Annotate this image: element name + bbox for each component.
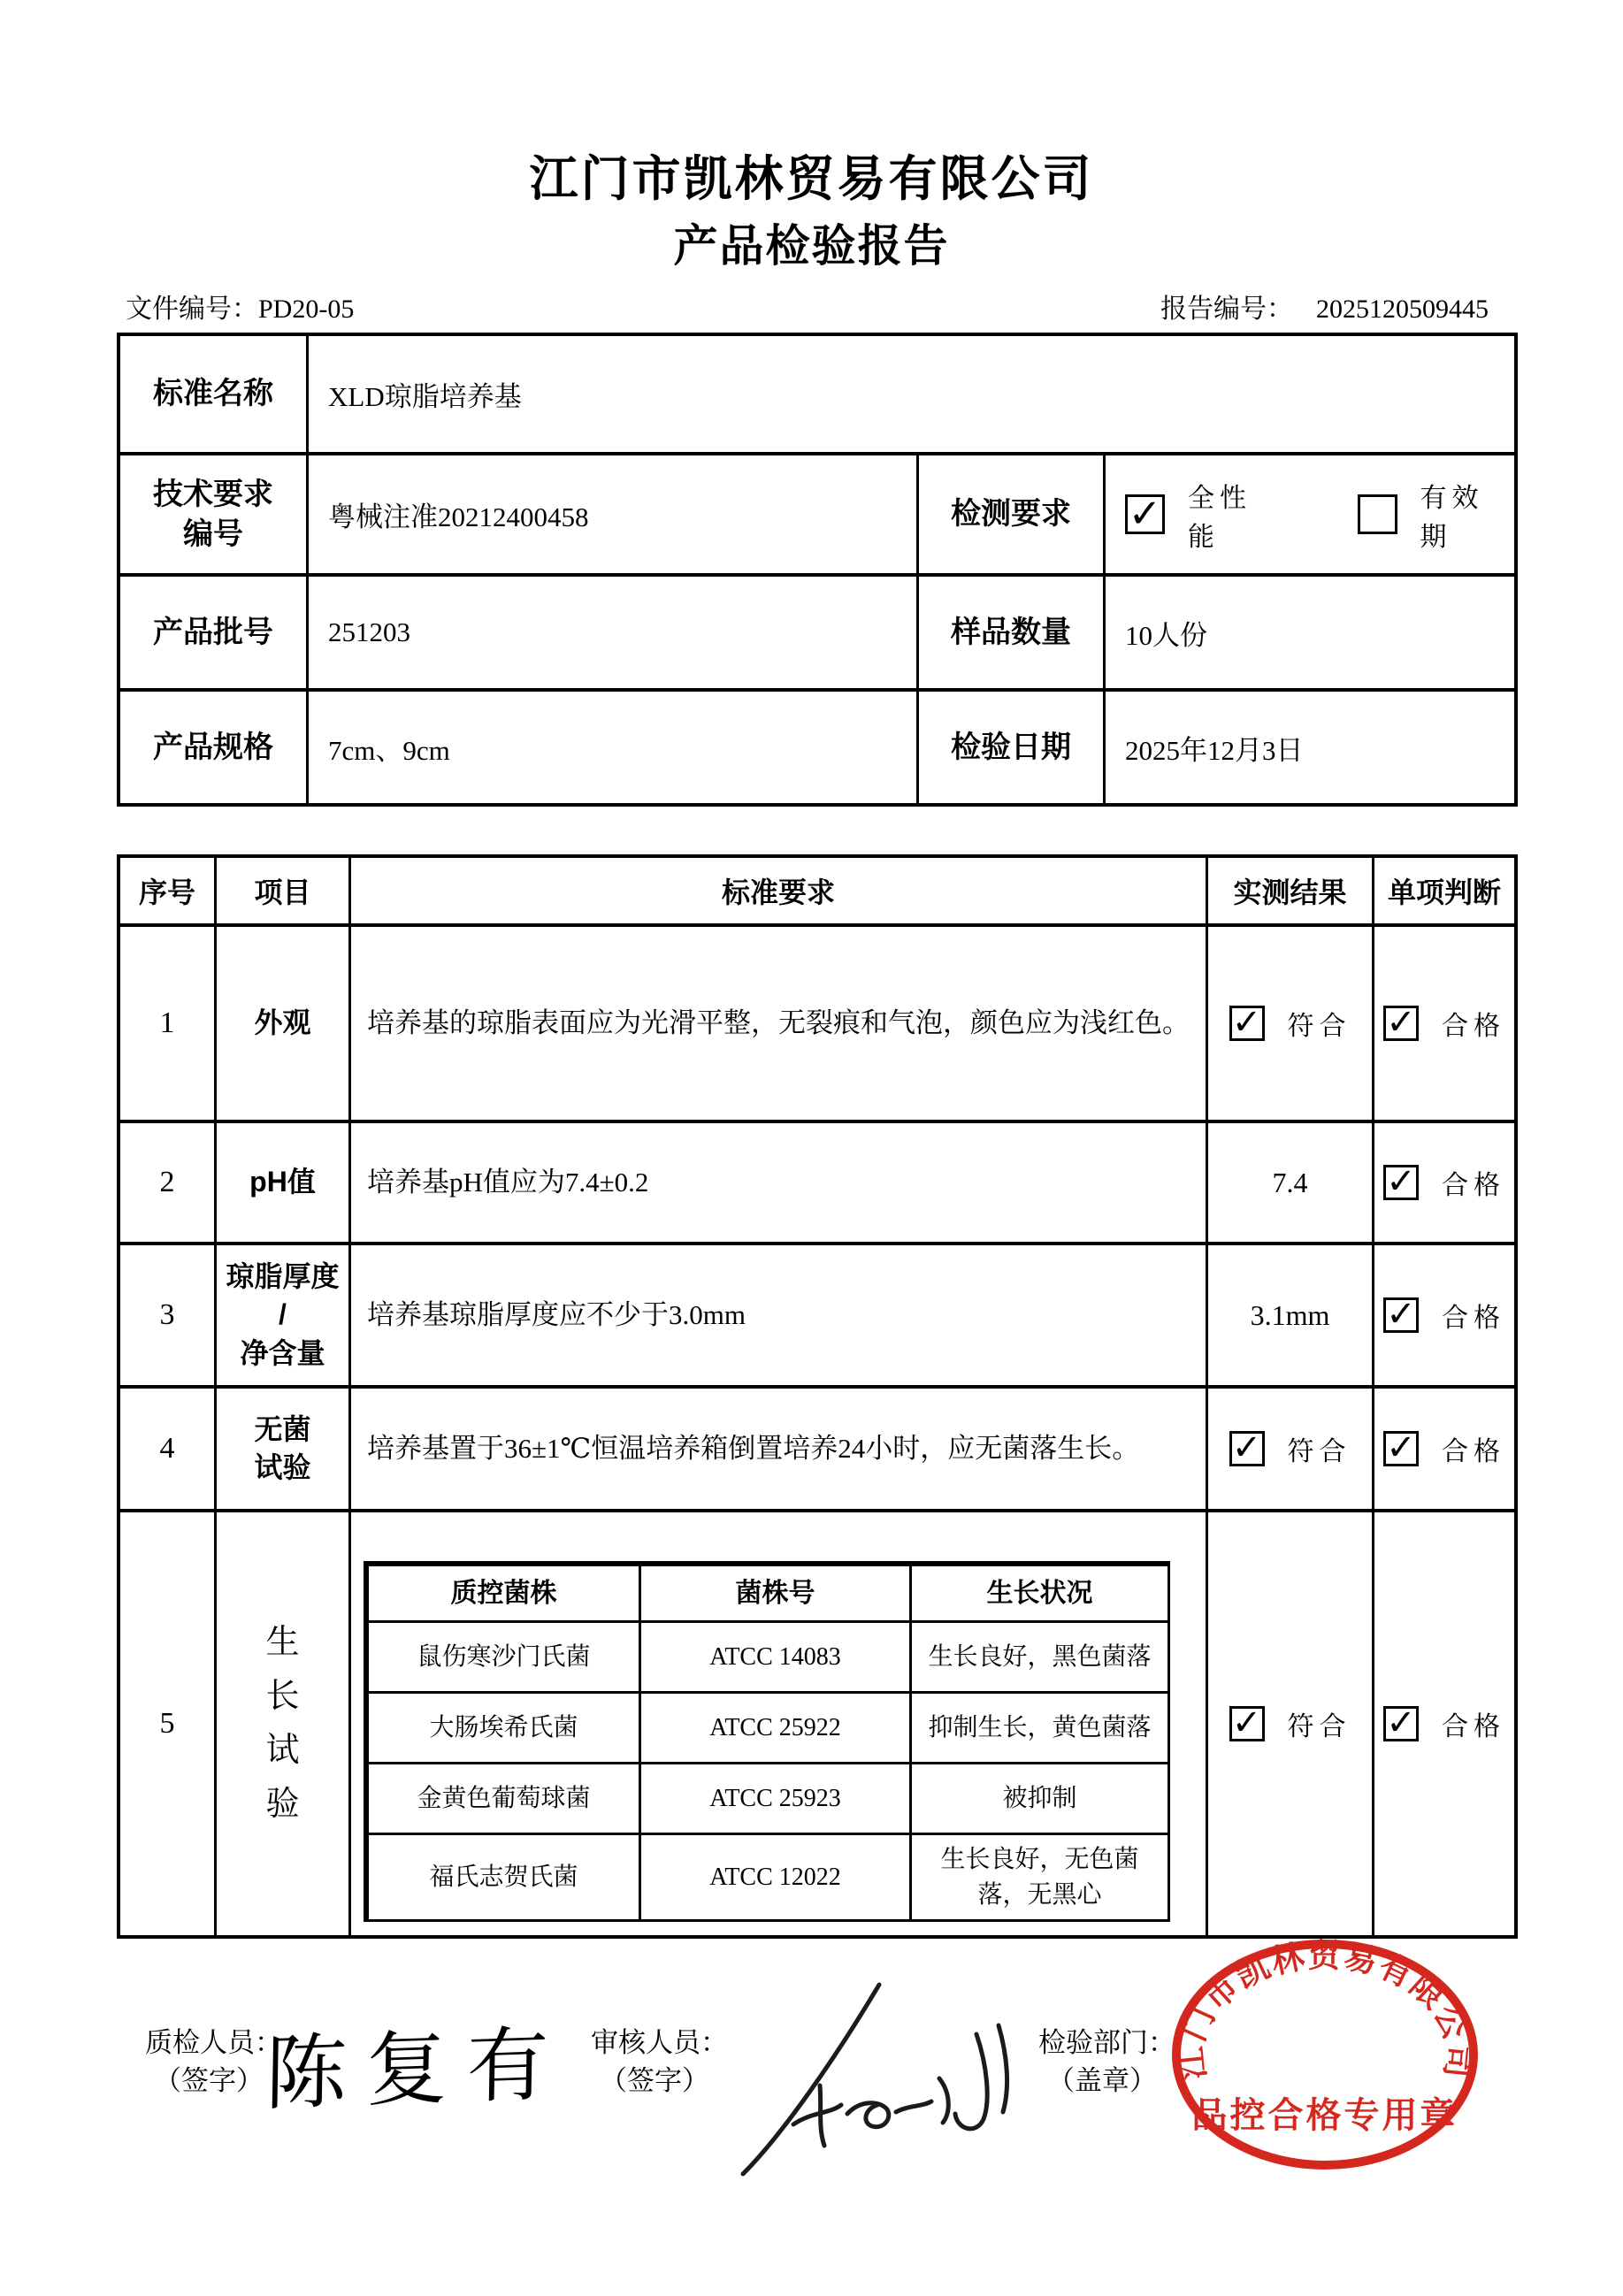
check-icon: ✓ xyxy=(1231,1427,1262,1467)
check-icon: ✓ xyxy=(1386,1427,1416,1467)
growth-status: 生长良好，黑色菌落 xyxy=(909,1620,1167,1691)
growth-status: 生长良好，无色菌落，无黑心 xyxy=(909,1833,1167,1919)
result-label: 符合 xyxy=(1287,1012,1351,1041)
check-icon: ✓ xyxy=(1231,1002,1262,1042)
growth-strain: 福氏志贺氏菌 xyxy=(366,1833,639,1919)
option-full-performance xyxy=(1125,476,1282,554)
row-judgment xyxy=(1372,1242,1514,1385)
report-number-label: 报告编号： xyxy=(1160,295,1293,324)
checkbox-checked-icon xyxy=(1383,1002,1419,1042)
document-number xyxy=(126,287,354,325)
col-header-result: 实测结果 xyxy=(1206,858,1372,923)
batch-value: 251203 xyxy=(306,573,916,688)
row-no: 1 xyxy=(120,923,214,1120)
result-label: 符合 xyxy=(1287,1712,1351,1741)
check-icon: ✓ xyxy=(1128,490,1162,536)
qc-signer-label-line2: （签字） xyxy=(154,2065,264,2097)
results-table xyxy=(117,854,1518,1939)
standard-name-label: 标准名称 xyxy=(153,377,273,411)
row-judgment xyxy=(1372,1385,1514,1509)
growth-table xyxy=(364,1561,1170,1922)
company-stamp xyxy=(1152,1931,1498,2200)
row-judgment xyxy=(1372,1509,1514,1935)
col-header-item: 项目 xyxy=(214,858,348,923)
growth-strain: 金黄色葡萄球菌 xyxy=(366,1762,639,1833)
sample-qty-value: 10人份 xyxy=(1103,573,1514,688)
item-line: 试 xyxy=(265,1732,300,1769)
row-no: 2 xyxy=(120,1120,214,1242)
info-table xyxy=(117,333,1518,807)
qc-signature: 陈复有 xyxy=(264,2018,569,2121)
option-validity-period-label: 有效期 xyxy=(1420,483,1484,552)
document-number-label: 文件编号： xyxy=(126,295,258,324)
growth-strain-no: ATCC 25923 xyxy=(639,1762,909,1833)
row-item: pH值 xyxy=(214,1120,348,1242)
row-result xyxy=(1206,1385,1372,1509)
batch-label: 产品批号 xyxy=(120,573,306,688)
growth-status: 抑制生长，黄色菌落 xyxy=(909,1691,1167,1762)
qc-signer-label-line1: 质检人员： xyxy=(145,2027,282,2058)
stamp-arc-text: 江门市凯林贸易有限公司 xyxy=(1173,1938,1477,2082)
test-req-options xyxy=(1103,452,1514,573)
option-full-performance-label: 全性能 xyxy=(1188,483,1252,552)
test-date-label: 检验日期 xyxy=(916,688,1103,803)
growth-status: 被抑制 xyxy=(909,1762,1167,1833)
check-icon: ✓ xyxy=(1386,1002,1416,1042)
growth-strain: 大肠埃希氏菌 xyxy=(366,1691,639,1762)
row-requirement: 培养基置于36±1℃恒温培养箱倒置培养24小时，应无菌落生长。 xyxy=(348,1385,1206,1509)
item-line: 验 xyxy=(265,1785,300,1823)
growth-strain-no: ATCC 12022 xyxy=(639,1833,909,1919)
tech-req-label xyxy=(120,452,306,573)
page-title: 产品检验报告 xyxy=(673,221,950,271)
spec-value: 7cm、9cm xyxy=(306,688,916,803)
col-header-judgment: 单项判断 xyxy=(1372,858,1514,923)
checkbox-checked-icon xyxy=(1383,1427,1419,1467)
row-item xyxy=(214,1509,348,1935)
spec-label: 产品规格 xyxy=(120,688,306,803)
growth-strain-no: ATCC 14083 xyxy=(639,1620,909,1691)
item-line: / xyxy=(279,1298,287,1331)
checkbox-checked-icon xyxy=(1229,1427,1265,1467)
judgment-label: 合格 xyxy=(1442,1712,1505,1741)
growth-col-strain: 质控菌株 xyxy=(366,1564,639,1620)
report-number-value: 2025120509445 xyxy=(1316,295,1489,324)
item-line: 净含量 xyxy=(240,1336,325,1369)
tech-req-label-line2: 编号 xyxy=(183,517,243,551)
checkbox-unchecked-icon xyxy=(1358,494,1397,534)
option-validity-period xyxy=(1358,476,1515,554)
row-item xyxy=(214,1385,348,1509)
row-judgment xyxy=(1372,1120,1514,1242)
row-requirement: 培养基的琼脂表面应为光滑平整，无裂痕和气泡，颜色应为浅红色。 xyxy=(348,923,1206,1120)
report-number xyxy=(1160,287,1489,325)
growth-strain: 鼠伤寒沙门氏菌 xyxy=(366,1620,639,1691)
row-result: 3.1mm xyxy=(1206,1242,1372,1385)
row-result xyxy=(1206,923,1372,1120)
row-item: 外观 xyxy=(214,923,348,1120)
item-line: 琼脂厚度 xyxy=(226,1260,340,1293)
row-result: 7.4 xyxy=(1206,1120,1372,1242)
sample-qty-label: 样品数量 xyxy=(916,573,1103,688)
judgment-label: 合格 xyxy=(1442,1437,1505,1466)
growth-strain-no: ATCC 25922 xyxy=(639,1691,909,1762)
company-stamp-graphic xyxy=(1152,1931,1498,2196)
check-icon: ✓ xyxy=(1386,1703,1416,1742)
qc-signer-label xyxy=(145,2024,282,2101)
reviewer-label-line1: 审核人员： xyxy=(591,2027,728,2058)
check-icon: ✓ xyxy=(1386,1161,1416,1201)
item-line: 无菌 xyxy=(254,1412,311,1445)
test-req-label: 检测要求 xyxy=(916,452,1103,573)
checkbox-checked-icon xyxy=(1125,490,1165,536)
company-name: 江门市凯林贸易有限公司 xyxy=(529,152,1094,206)
document-number-value: PD20-05 xyxy=(258,295,355,324)
reviewer-label-line2: （签字） xyxy=(600,2065,709,2097)
col-header-requirement: 标准要求 xyxy=(348,858,1206,923)
check-icon: ✓ xyxy=(1386,1294,1416,1334)
item-line: 生 xyxy=(265,1624,300,1662)
col-header-no: 序号 xyxy=(138,876,195,908)
item-line: 试验 xyxy=(254,1451,311,1483)
growth-col-strain-no: 菌株号 xyxy=(639,1564,909,1620)
standard-name-value: XLD琼脂培养基 xyxy=(306,336,1514,452)
tech-req-label-line1: 技术要求 xyxy=(153,478,273,512)
row-requirement: 培养基pH值应为7.4±0.2 xyxy=(348,1120,1206,1242)
checkbox-checked-icon xyxy=(1229,1002,1265,1042)
result-label: 符合 xyxy=(1287,1437,1351,1466)
checkbox-checked-icon xyxy=(1383,1294,1419,1334)
row-judgment xyxy=(1372,923,1514,1120)
tech-req-value: 粤械注准20212400458 xyxy=(306,452,916,573)
judgment-label: 合格 xyxy=(1442,1304,1505,1333)
stamp-bottom-text: 品控合格专用章 xyxy=(1191,2095,1458,2135)
row-no: 3 xyxy=(120,1242,214,1385)
judgment-label: 合格 xyxy=(1442,1171,1505,1200)
reviewer-signature-strokes xyxy=(727,1971,1063,2192)
judgment-label: 合格 xyxy=(1442,1012,1505,1041)
row-no: 4 xyxy=(120,1385,214,1509)
checkbox-checked-icon xyxy=(1229,1703,1265,1742)
dept-label-line2: （盖章） xyxy=(1047,2065,1157,2097)
checkbox-checked-icon xyxy=(1383,1161,1419,1201)
checkbox-checked-icon xyxy=(1383,1703,1419,1742)
reviewer-signature xyxy=(727,1971,1063,2196)
check-icon: ✓ xyxy=(1231,1703,1262,1742)
row-item xyxy=(214,1242,348,1385)
row-result xyxy=(1206,1509,1372,1935)
growth-col-growth: 生长状况 xyxy=(909,1564,1167,1620)
item-line: 长 xyxy=(265,1678,300,1716)
test-date-value: 2025年12月3日 xyxy=(1103,688,1514,803)
reviewer-label xyxy=(591,2024,728,2101)
row-requirement xyxy=(348,1509,1206,1935)
dept-label-line1: 检验部门： xyxy=(1038,2027,1175,2058)
row-no: 5 xyxy=(120,1509,214,1935)
row-requirement: 培养基琼脂厚度应不少于3.0mm xyxy=(348,1242,1206,1385)
